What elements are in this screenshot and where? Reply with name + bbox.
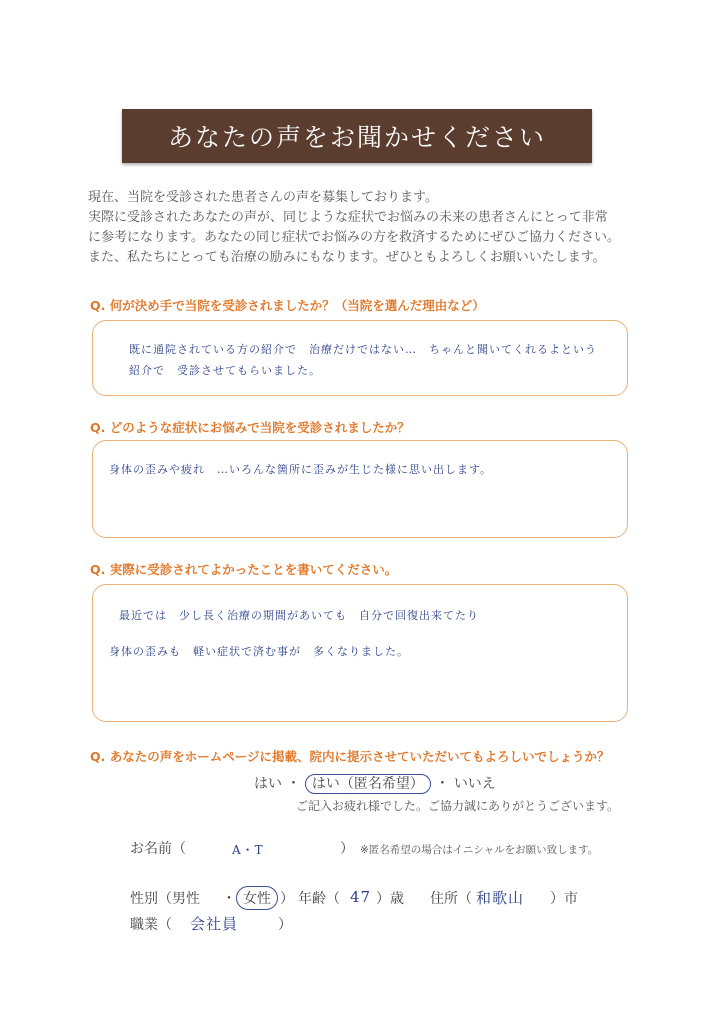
intro-line: に参考になります。あなたの同じ症状でお悩みの方を救済するためにぜひご協力ください。 [88,230,620,245]
name-note: ※匿名希望の場合はイニシャルをお願い致します。 [360,844,599,856]
job-close: ） [278,917,292,933]
address-value[interactable]: 和歌山 [476,889,525,907]
answer-box-3 [92,584,628,722]
intro-line: また、私たちにとっても治療の励みにもなります。ぜひともよろしくお願いいたします。 [88,250,606,265]
age-close: ）歳 [376,891,404,907]
age-label: 年齢（ [298,891,340,907]
answer-1-line-2: 紹介で 受診させてもらいました。 [129,364,321,377]
intro-text [88,188,648,268]
answer-3-line-2: 身体の歪みも 軽い症状で済む事が 多くなりました。 [109,645,409,658]
name-value[interactable]: A・T [232,843,264,857]
question-2: Q. どのような症状にお悩みで当院を受診されましたか？ [90,420,410,435]
job-label: 職業（ [130,917,172,933]
address-close: ）市 [550,891,578,907]
name-label: お名前（ [130,841,186,857]
option-separator: ・ [435,776,450,792]
intro-line: 現在、当院を受診された患者さんの声を募集しております。 [88,190,438,205]
intro-line: 実際に受診されたあなたの声が、同じような症状でお悩みの未来の患者さんにとって非常 [88,210,608,225]
question-1: Q. 何が決め手で当院を受診されましたか？（当院を選んだ理由など） [90,298,485,313]
page-title: あなたの声をお聞かせください [167,123,546,152]
gender-separator: ・ [222,891,236,907]
option-separator: ・ [286,776,301,792]
answer-box-1 [92,320,628,396]
gender-label: 性別（男性 [130,891,200,907]
answer-1-line-1: 既に通院されている方の紹介で 治療だけではない… ちゃんと聞いてくれるよという [129,343,597,356]
answer-3-line-1: 最近では 少し長く治療の期間があいても 自分で回復出来てたり [119,609,479,622]
option-yes-anonymous[interactable]: はい（匿名希望） [305,774,431,794]
thanks-text: ご記入お疲れ様でした。ご協力誠にありがとうございます。 [296,799,620,813]
gender-selected[interactable]: 女性 [236,886,278,910]
question-3: Q. 実際に受診されてよかったことを書いてください。 [90,562,398,577]
option-no[interactable]: いいえ [453,776,496,792]
gender-close: ） [280,891,294,907]
option-yes[interactable]: はい [254,776,282,792]
consent-options [254,773,496,793]
page-title-banner [122,109,592,163]
question-consent: Q. あなたの声をホームページに掲載、院内に提示させていただいてもよろしいでしょうか？ [90,749,610,764]
job-value[interactable]: 会社員 [190,915,239,933]
answer-2-line-1: 身体の歪みや疲れ …いろんな箇所に歪みが生じた様に思い出します。 [109,463,493,476]
address-label: 住所（ [430,891,472,907]
answer-box-2 [92,440,628,538]
name-close: ） [340,841,354,857]
age-value[interactable]: 47 [350,888,372,906]
